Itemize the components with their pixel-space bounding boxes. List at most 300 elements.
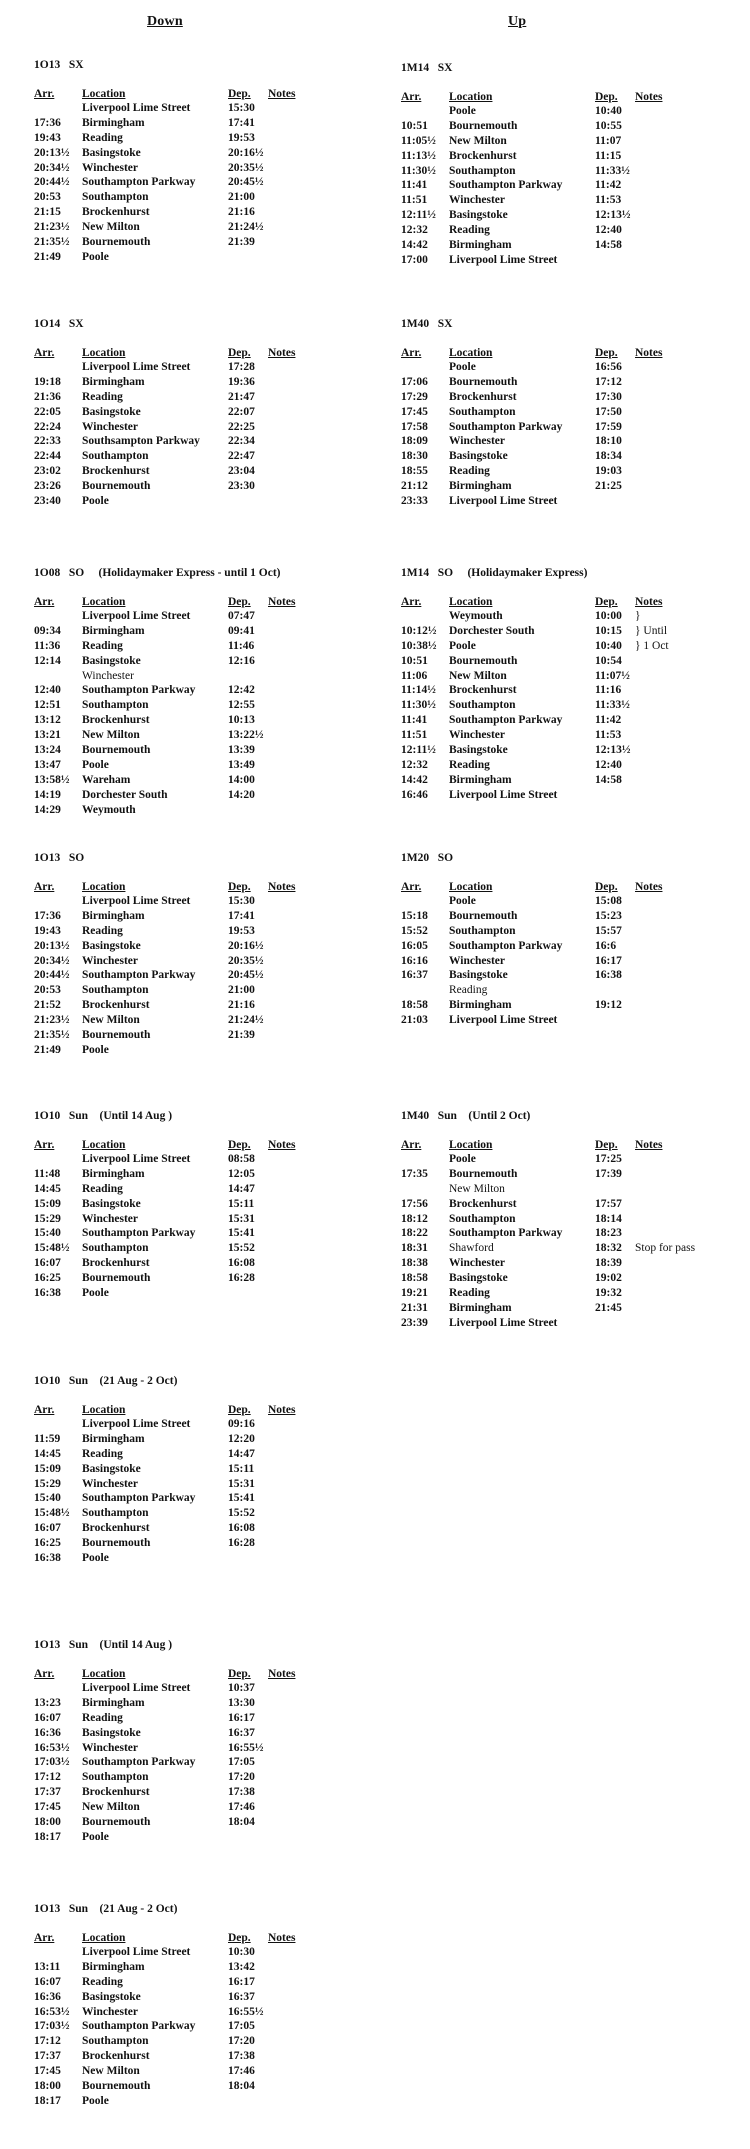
station-name: Bournemouth — [449, 654, 518, 667]
departure-time: 10:40 — [595, 105, 622, 117]
table-row — [34, 1786, 364, 1801]
arrival-time: 15:40 — [34, 1227, 61, 1240]
column-headers — [34, 1404, 364, 1418]
arrival-time: 20:53 — [34, 191, 61, 204]
departure-time: 16:56 — [595, 361, 622, 373]
departure-time: 12:05 — [228, 1167, 255, 1180]
header-dep: Dep. — [595, 596, 618, 608]
table-row — [401, 480, 731, 495]
service-title: 1O14 SX — [34, 318, 84, 330]
station-name: Basingstoke — [82, 1990, 141, 2003]
station-name: Brockenhurst — [82, 999, 150, 1012]
table-row — [401, 194, 731, 209]
table-row — [34, 999, 364, 1014]
departure-time: 17:20 — [228, 2035, 255, 2048]
service-title: 1O13 SO — [34, 852, 85, 864]
column-headers — [34, 347, 364, 361]
up-timetable-4 — [401, 852, 731, 1029]
arrival-time: 14:29 — [34, 803, 61, 816]
station-name: Southampton — [82, 2035, 149, 2048]
arrival-time: 15:09 — [34, 1197, 61, 1210]
down-timetable-3 — [34, 567, 364, 818]
station-name: Liverpool Lime Street — [449, 1316, 558, 1329]
table-row — [401, 150, 731, 165]
header-location: Location — [82, 596, 126, 608]
arrival-time: 21:49 — [34, 250, 61, 263]
table-row — [401, 1153, 731, 1168]
column-headers — [34, 596, 364, 610]
station-name: Southampton Parkway — [82, 1756, 196, 1769]
departure-time: 14:47 — [228, 1182, 255, 1195]
column-headers — [34, 1139, 364, 1153]
table-row — [34, 191, 364, 206]
departure-time: 17:41 — [228, 116, 255, 129]
table-row — [401, 925, 731, 940]
station-name: Winchester — [449, 954, 506, 967]
arrival-time: 18:17 — [34, 1830, 61, 1843]
header-arr: Arr. — [401, 881, 422, 893]
station-name: Liverpool Lime Street — [449, 1014, 558, 1027]
down-timetable-6 — [34, 1375, 364, 1567]
station-name: Liverpool Lime Street — [449, 495, 558, 508]
header-dep: Dep. — [228, 881, 251, 893]
arrival-time: 23:33 — [401, 495, 428, 508]
table-row — [401, 1183, 731, 1198]
station-name: Poole — [82, 2094, 109, 2107]
arrival-time: 13:12 — [34, 714, 61, 727]
arrival-time: 11:14½ — [401, 684, 436, 697]
station-name: Liverpool Lime Street — [82, 1418, 191, 1430]
station-name: Southampton Parkway — [82, 969, 196, 982]
arrival-time: 12:11½ — [401, 209, 436, 222]
table-row — [401, 759, 731, 774]
service-title: 1O13 Sun (21 Aug - 2 Oct) — [34, 1903, 178, 1915]
arrival-time: 21:12 — [401, 480, 428, 493]
table-row — [34, 1153, 364, 1168]
departure-time: 17:39 — [595, 1167, 622, 1180]
departure-time: 16:55½ — [228, 1741, 264, 1754]
station-name: Brockenhurst — [449, 684, 517, 697]
table-row — [34, 1976, 364, 1991]
table-row — [34, 1183, 364, 1198]
station-name: Southampton — [449, 164, 516, 177]
table-row — [34, 1433, 364, 1448]
departure-time: 17:41 — [228, 909, 255, 922]
station-name: Basingstoke — [82, 1462, 141, 1475]
station-name: Basingstoke — [449, 450, 508, 463]
departure-time: 11:33½ — [595, 164, 630, 177]
departure-time: 10:13 — [228, 714, 255, 727]
station-name: Bournemouth — [82, 1272, 151, 1285]
departure-time: 21:24½ — [228, 1014, 264, 1027]
departure-time: 21:00 — [228, 191, 255, 204]
arrival-time: 23:26 — [34, 480, 61, 493]
table-row — [34, 132, 364, 147]
table-row — [34, 236, 364, 251]
arrival-time: 11:06 — [401, 669, 428, 682]
station-name: Brockenhurst — [82, 1257, 150, 1270]
departure-time: 19:32 — [595, 1287, 622, 1300]
arrival-time: 16:53½ — [34, 2005, 70, 2018]
table-row — [401, 450, 731, 465]
station-name: Southampton — [82, 1771, 149, 1784]
table-row — [401, 714, 731, 729]
station-name: Poole — [449, 1153, 476, 1165]
header-location: Location — [82, 881, 126, 893]
arrival-time: 15:48½ — [34, 1242, 70, 1255]
station-name: New Milton — [82, 1801, 140, 1814]
station-name: Reading — [82, 1975, 123, 1988]
header-location: Location — [82, 1139, 126, 1151]
table-row — [401, 744, 731, 759]
table-row — [34, 465, 364, 480]
arrival-time: 18:30 — [401, 450, 428, 463]
departure-time: 22:34 — [228, 435, 255, 448]
arrival-time: 18:09 — [401, 435, 428, 448]
table-row — [34, 406, 364, 421]
table-row — [34, 1727, 364, 1742]
station-name: Southampton Parkway — [82, 1492, 196, 1505]
table-row — [401, 239, 731, 254]
header-notes: Notes — [268, 596, 296, 608]
departure-time: 13:39 — [228, 744, 255, 757]
station-name: Birmingham — [82, 624, 145, 637]
arrival-time: 20:34½ — [34, 954, 70, 967]
station-name: Basingstoke — [449, 744, 508, 757]
table-row — [401, 699, 731, 714]
departure-time: 16:17 — [228, 1711, 255, 1724]
station-name: Birmingham — [82, 909, 145, 922]
arrival-time: 18:12 — [401, 1212, 428, 1225]
table-row — [401, 910, 731, 925]
departure-time: 16:08 — [228, 1522, 255, 1535]
station-name: Reading — [82, 1711, 123, 1724]
station-name: Birmingham — [449, 999, 512, 1012]
station-name: Poole — [82, 1830, 109, 1843]
notes: } 1 Oct — [635, 639, 669, 652]
table-row — [34, 774, 364, 789]
header-dep: Dep. — [228, 347, 251, 359]
departure-time: 11:42 — [595, 714, 622, 727]
departure-time: 11:16 — [595, 684, 622, 697]
table-row — [34, 1946, 364, 1961]
header-dep: Dep. — [228, 88, 251, 100]
station-name: Reading — [82, 1182, 123, 1195]
header-arr: Arr. — [34, 881, 55, 893]
table-row — [34, 1213, 364, 1228]
table-row — [401, 940, 731, 955]
station-name: Reading — [82, 1447, 123, 1460]
departure-time: 19:03 — [595, 465, 622, 478]
station-name: Southsampton Parkway — [82, 435, 200, 448]
table-row — [401, 655, 731, 670]
header-notes: Notes — [268, 1404, 296, 1416]
station-name: Poole — [82, 250, 109, 263]
arrival-time: 18:00 — [34, 1816, 61, 1829]
arrival-time: 16:07 — [34, 1257, 61, 1270]
station-name: Reading — [82, 639, 123, 652]
arrival-time: 21:03 — [401, 1014, 428, 1027]
column-headers — [34, 1668, 364, 1682]
header-arr: Arr. — [401, 596, 422, 608]
header-notes: Notes — [268, 1139, 296, 1151]
table-row — [401, 984, 731, 999]
arrival-time: 12:51 — [34, 699, 61, 712]
arrival-time: 20:13½ — [34, 939, 70, 952]
station-name: Basingstoke — [82, 654, 141, 667]
station-name: Liverpool Lime Street — [449, 253, 558, 266]
arrival-time: 18:58 — [401, 1272, 428, 1285]
table-row — [34, 1507, 364, 1522]
table-row — [401, 135, 731, 150]
departure-time: 17:57 — [595, 1197, 622, 1210]
table-row — [34, 1272, 364, 1287]
arrival-time: 17:03½ — [34, 1756, 70, 1769]
down-timetable-1 — [34, 59, 364, 266]
table-row — [34, 206, 364, 221]
departure-time: 15:08 — [595, 895, 622, 907]
arrival-time: 15:29 — [34, 1477, 61, 1490]
departure-time: 17:59 — [595, 420, 622, 433]
table-row — [34, 955, 364, 970]
station-name: Liverpool Lime Street — [82, 1153, 191, 1165]
header-dep: Dep. — [595, 881, 618, 893]
arrival-time: 16:38 — [34, 1552, 61, 1565]
departure-time: 18:39 — [595, 1257, 622, 1270]
header-location: Location — [82, 1932, 126, 1944]
departure-time: 15:52 — [228, 1507, 255, 1520]
departure-time: 12:40 — [595, 224, 622, 237]
column-headers — [401, 347, 731, 361]
arrival-time: 17:35 — [401, 1167, 428, 1180]
header-notes: Notes — [635, 347, 663, 359]
table-row — [34, 1287, 364, 1302]
arrival-time: 19:21 — [401, 1287, 428, 1300]
table-row — [401, 406, 731, 421]
departure-time: 14:58 — [595, 773, 622, 786]
arrival-time: 23:40 — [34, 495, 61, 508]
table-row — [401, 1198, 731, 1213]
station-name: Birmingham — [82, 116, 145, 129]
arrival-time: 19:43 — [34, 131, 61, 144]
header-arr: Arr. — [34, 596, 55, 608]
arrival-time: 14:42 — [401, 773, 428, 786]
departure-time: 21:47 — [228, 390, 255, 403]
departure-time: 17:05 — [228, 2020, 255, 2033]
table-row — [34, 1742, 364, 1757]
station-name: Southampton Parkway — [449, 420, 563, 433]
arrival-time: 21:35½ — [34, 1029, 70, 1042]
up-timetable-1 — [401, 62, 731, 269]
departure-time: 21:45 — [595, 1301, 622, 1314]
arrival-time: 18:22 — [401, 1227, 428, 1240]
departure-time: 22:07 — [228, 405, 255, 418]
station-name: New Milton — [82, 729, 140, 742]
departure-time: 10:37 — [228, 1682, 255, 1694]
header-notes: Notes — [268, 88, 296, 100]
table-row — [34, 655, 364, 670]
departure-time: 15:31 — [228, 1212, 255, 1225]
column-headers — [401, 881, 731, 895]
departure-time: 17:05 — [228, 1756, 255, 1769]
station-name: Winchester — [82, 1741, 139, 1754]
table-row — [401, 684, 731, 699]
column-headers — [401, 1139, 731, 1153]
departure-time: 11:53 — [595, 729, 622, 742]
departure-time: 19:53 — [228, 131, 255, 144]
table-row — [34, 1816, 364, 1831]
station-name: Poole — [82, 758, 109, 771]
station-name: Birmingham — [82, 1432, 145, 1445]
table-row — [34, 2095, 364, 2110]
service-title: 1M40 SX — [401, 318, 453, 330]
header-notes: Notes — [268, 347, 296, 359]
arrival-time: 18:31 — [401, 1242, 428, 1255]
arrival-time: 14:45 — [34, 1447, 61, 1460]
table-row — [401, 625, 731, 640]
table-row — [401, 179, 731, 194]
station-name: Shawford — [449, 1242, 494, 1255]
departure-time: 23:04 — [228, 465, 255, 478]
station-name: Liverpool Lime Street — [82, 102, 191, 114]
departure-time: 16:38 — [595, 969, 622, 982]
station-name: Brockenhurst — [449, 149, 517, 162]
departure-time: 12:20 — [228, 1432, 255, 1445]
departure-time: 18:14 — [595, 1212, 622, 1225]
station-name: Winchester — [449, 1257, 506, 1270]
departure-time: 21:16 — [228, 999, 255, 1012]
arrival-time: 20:44½ — [34, 176, 70, 189]
departure-time: 15:23 — [595, 909, 622, 922]
table-row — [34, 162, 364, 177]
station-name: Winchester — [449, 194, 506, 207]
station-name: Winchester — [82, 2005, 139, 2018]
header-notes: Notes — [635, 1139, 663, 1151]
arrival-time: 20:53 — [34, 984, 61, 997]
header-location: Location — [449, 881, 493, 893]
arrival-time: 19:18 — [34, 375, 61, 388]
departure-time: 18:04 — [228, 1816, 255, 1829]
station-name: Brockenhurst — [82, 465, 150, 478]
departure-time: 15:11 — [228, 1197, 255, 1210]
table-row — [34, 699, 364, 714]
table-row — [34, 1242, 364, 1257]
station-name: Southampton — [82, 699, 149, 712]
departure-time: 10:00 — [595, 610, 622, 622]
table-row — [34, 376, 364, 391]
arrival-time: 16:38 — [34, 1287, 61, 1300]
station-name: Southampton — [82, 450, 149, 463]
table-row — [34, 610, 364, 625]
arrival-time: 10:51 — [401, 654, 428, 667]
station-name: Bournemouth — [449, 375, 518, 388]
header-dep: Dep. — [228, 596, 251, 608]
arrival-time: 22:24 — [34, 420, 61, 433]
arrival-time: 17:29 — [401, 390, 428, 403]
table-row — [401, 1302, 731, 1317]
table-row — [401, 955, 731, 970]
station-name: Brockenhurst — [82, 714, 150, 727]
notes: } Until — [635, 624, 668, 637]
table-row — [401, 1317, 731, 1332]
table-row — [34, 480, 364, 495]
arrival-time: 16:36 — [34, 1990, 61, 2003]
table-row — [34, 1552, 364, 1567]
arrival-time: 16:16 — [401, 954, 428, 967]
arrival-time: 17:56 — [401, 1197, 428, 1210]
arrival-time: 10:51 — [401, 119, 428, 132]
station-name: Weymouth — [449, 610, 503, 622]
table-row — [401, 895, 731, 910]
arrival-time: 15:29 — [34, 1212, 61, 1225]
notes: } — [635, 610, 641, 622]
table-row — [401, 361, 731, 376]
header-arr: Arr. — [401, 347, 422, 359]
departure-time: 16:37 — [228, 1990, 255, 2003]
arrival-time: 16:07 — [34, 1522, 61, 1535]
departure-time: 16:28 — [228, 1537, 255, 1550]
departure-time: 20:35½ — [228, 161, 264, 174]
arrival-time: 11:59 — [34, 1432, 61, 1445]
station-name: Weymouth — [82, 803, 136, 816]
station-name: Winchester — [82, 1477, 139, 1490]
station-name: Basingstoke — [82, 146, 141, 159]
station-name: New Milton — [82, 2065, 140, 2078]
header-location: Location — [449, 347, 493, 359]
station-name: Southampton — [449, 699, 516, 712]
table-row — [401, 774, 731, 789]
station-name: Bournemouth — [449, 909, 518, 922]
station-name: Liverpool Lime Street — [449, 788, 558, 801]
station-name: Southampton — [449, 924, 516, 937]
station-name: Poole — [82, 1552, 109, 1565]
table-row — [34, 361, 364, 376]
arrival-time: 12:32 — [401, 224, 428, 237]
table-row — [401, 789, 731, 804]
station-name: Dorchester South — [82, 788, 168, 801]
header-arr: Arr. — [34, 88, 55, 100]
departure-time: 17:38 — [228, 1786, 255, 1799]
down-timetable-8 — [34, 1903, 364, 2110]
station-name: Liverpool Lime Street — [82, 1682, 191, 1694]
table-row — [401, 729, 731, 744]
station-name: Liverpool Lime Street — [82, 1946, 191, 1958]
station-name: Brockenhurst — [82, 2050, 150, 2063]
station-name: Southampton — [82, 984, 149, 997]
column-headers — [401, 596, 731, 610]
departure-time: 11:15 — [595, 149, 622, 162]
arrival-time: 12:40 — [34, 684, 61, 697]
departure-time: 16:55½ — [228, 2005, 264, 2018]
up-timetable-3 — [401, 567, 731, 804]
service-title: 1M14 SX — [401, 62, 453, 74]
table-row — [401, 435, 731, 450]
table-row — [34, 1492, 364, 1507]
table-row — [34, 1712, 364, 1727]
arrival-time: 16:46 — [401, 788, 428, 801]
departure-time: 17:30 — [595, 390, 622, 403]
arrival-time: 21:52 — [34, 999, 61, 1012]
arrival-time: 17:36 — [34, 909, 61, 922]
station-name: Bournemouth — [82, 2080, 151, 2093]
station-name: Winchester — [449, 729, 506, 742]
arrival-time: 21:31 — [401, 1301, 428, 1314]
table-row — [401, 1014, 731, 1029]
notes: Stop for pass — [635, 1242, 696, 1255]
arrival-time: 22:05 — [34, 405, 61, 418]
station-name: Reading — [449, 465, 490, 478]
table-row — [401, 610, 731, 625]
